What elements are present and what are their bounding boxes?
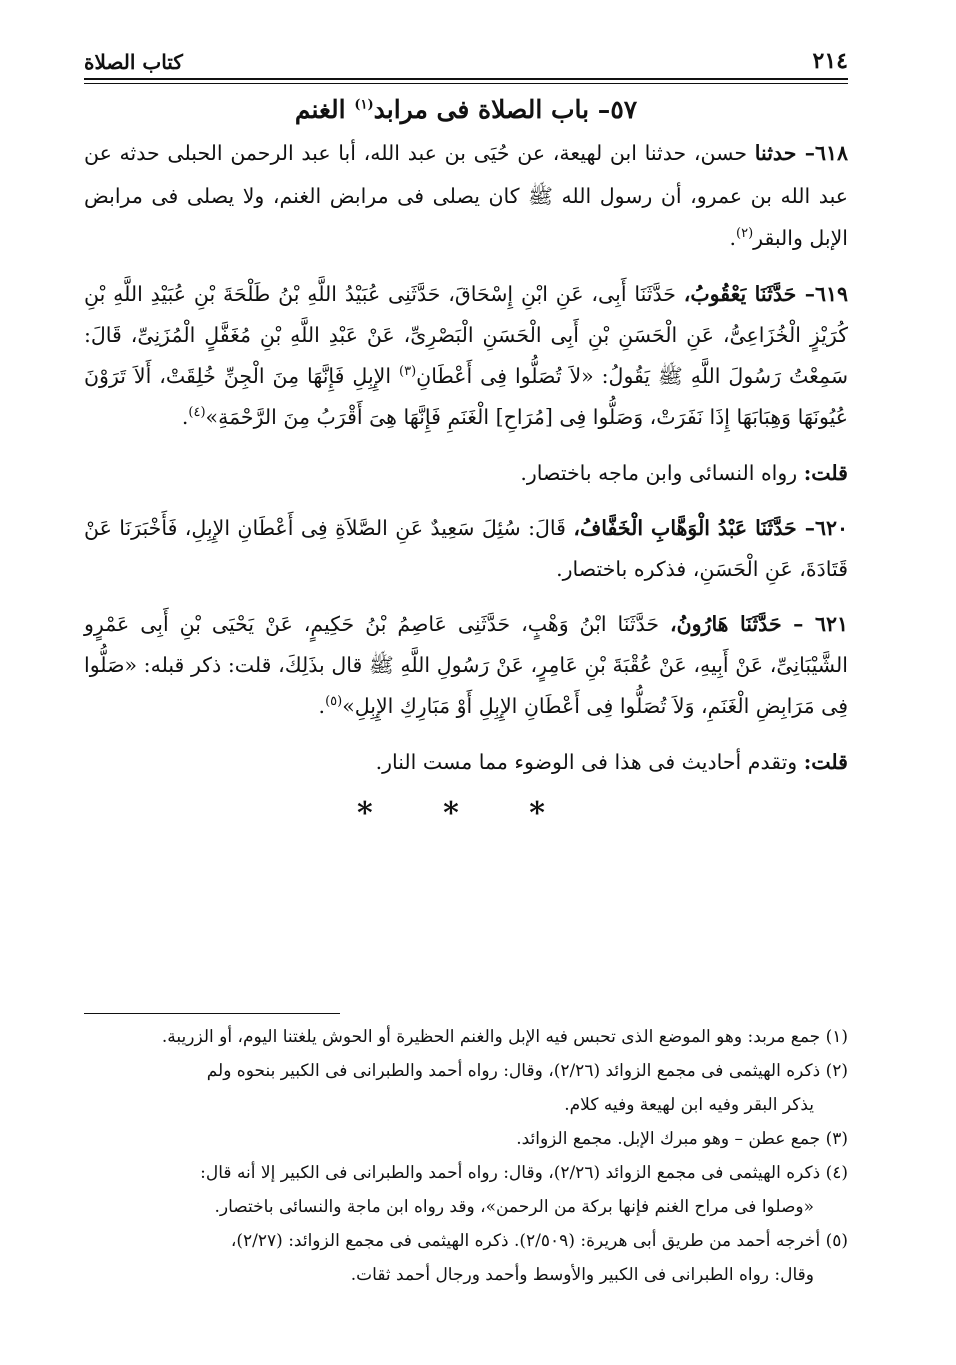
footnote-1: [84, 1020, 848, 1054]
page-number: ٢١٤: [812, 48, 848, 74]
book-title: كتاب الصلاة: [84, 50, 183, 74]
footnote-marker: (٣): [825, 1129, 848, 1149]
section-separator: * * *: [357, 795, 575, 831]
hadith-618: [84, 132, 848, 260]
footnote-marker: (١): [825, 1027, 848, 1047]
hadith-lead: حدثنا: [754, 141, 805, 165]
hadith-text-end: .: [318, 694, 326, 718]
footnotes: [84, 1020, 848, 1292]
footnote-text: أخرجه أحمد من طريق أبى هريرة: (٢/٥٠٩). ذكره الهيثمى فى مجمع الزوائد: (٢/٢٧)،: [230, 1231, 826, 1251]
hadith-text-continued: الإِبِلِ فَإِنَّهَا مِنَ الْجِنِّ خُلِقَتْ، أَلاَ تَرَوْنَ عُيُونَهَا وَهِبَابَهَا إِذَا نَفَرَتْ، وَصَلُّوا فِى [مُرَاحِ] الْغَنَمِ فَإِنَّهَا هِىَ أَقْرَبُ مِنَ الرَّحْمَةِ»: [84, 363, 848, 429]
header-rule: [84, 78, 848, 84]
qultu-label: قلت:: [803, 750, 848, 774]
hadith-text-end: .: [181, 404, 189, 429]
hadith-lead: حَدَّثَنَا هَارُونُ،: [669, 612, 794, 636]
running-head: [84, 40, 848, 74]
hadith-619: [84, 274, 848, 438]
hadith-text-end: .: [729, 226, 737, 250]
footnote-text: ذكره الهيثمى فى مجمع الزوائد (٢/٢٦)، وقال: رواه أحمد والطبرانى فى الكبير إلا أنه قال:: [200, 1163, 826, 1183]
footnote-3: [84, 1122, 848, 1156]
footnote-ref: (٥): [325, 694, 343, 710]
footnote-4-continued: «وصلوا فى مراح الغنم فإنها بركة من الرحمن»، وقد رواه ابن ماجة والنسائى باختصار.: [214, 1197, 814, 1217]
note-qultu-1: [84, 452, 848, 495]
footnote-rule: [84, 1013, 340, 1014]
chapter-title-text: ٥٧– باب الصلاة فى مرابد: [373, 95, 638, 124]
hadith-lead: حَدَّثَنَا عَبْدُ الْوَهَّابِ الْخَفَّافُ،: [573, 516, 805, 540]
footnote-4: [84, 1156, 848, 1190]
footnote-marker: (٢): [825, 1061, 848, 1081]
hadith-text: حَدَّثَنَا ابْنُ وَهْبٍ، حَدَّثَنِى عَاصِمُ بْنُ حَكِيمٍ، عَنْ يَحْيَى بْنِ أَبِى عَمْرٍو الشَّيْبَانِىِّ، عَنْ أَبِيهِ، عَنْ عُقْبَةَ بْنِ عَامِرٍ، عَنْ رَسُولِ اللَّهِ ﷺ قال بذَلِكَ، قلت: ذكر قبله: «صَلُّوا فِى مَرَابِضِ الْغَنَمِ، وَلاَ تُصَلُّوا فِى أَعْطَانِ الإِبِلِ أَوْ مَبَارِكِ الإِبِلِ»: [84, 612, 848, 718]
chapter-title-end: الغنم: [294, 95, 355, 124]
footnote-5: [84, 1224, 848, 1258]
footnote-ref: (٣): [399, 363, 417, 379]
footnote-2-continued: يذكر البقر وفيه ابن لهيعة وفيه كلام.: [564, 1095, 814, 1115]
hadith-620: [84, 508, 848, 590]
footnote-text: ذكره الهيثمى فى مجمع الزوائد (٢/٢٦)، وقال: رواه أحمد والطبرانى فى الكبير بنحوه ولم: [206, 1061, 826, 1081]
footnote-ref: (٤): [188, 404, 206, 420]
note-qultu-2: [84, 741, 848, 784]
hadith-number: ٦٢١ –: [793, 612, 849, 636]
hadith-number: ٦١٩–: [804, 281, 848, 306]
footnote-text: جمع مربد: وهو الموضع الذى تحبس فيه الإبل والغنم الحظيرة أو الحوش يلغتنا اليوم، أو الزريبة.: [161, 1027, 826, 1047]
footnote-text: جمع عطن – وهو مبرك الإبل. مجمع الزوائد.: [516, 1129, 826, 1149]
footnote-5-continued: وقال: رواه الطبرانى فى الكبير والأوسط وأحمد ورجال أحمد ثقات.: [350, 1265, 814, 1285]
footnote-ref: (١): [354, 97, 374, 113]
qultu-text: رواه النسائى وابن ماجه باختصار.: [520, 460, 804, 485]
hadith-number: ٦٢٠–: [804, 516, 848, 540]
hadith-text: حَدَّثَنَا أَبِى، عَنِ ابْنِ إِسْحَاقَ، حَدَّثَنِى عُبَيْدُ اللَّهِ بْنُ طَلْحَةَ بْنِ عُبَيْدِ اللَّهِ بْنِ كُرَيْزٍ الْخُزَاعِىُّ، عَنِ الْحَسَنِ بْنِ أَبِى الْحَسَنِ الْبَصْرِىِّ، عَنْ عَبْدِ اللَّهِ بْنِ مُغَفَّلٍ الْمُزَنِىِّ، قَالَ: سَمِعْتُ رَسُولَ اللَّهِ ﷺ يَقُولُ: «لاَ تُصَلُّوا فِى أَعْطَانِ: [84, 281, 848, 388]
footnote-marker: (٤): [825, 1163, 848, 1183]
footnote-2: [84, 1054, 848, 1088]
hadith-number: ٦١٨–: [804, 141, 848, 165]
hadith-lead: حَدَّثَنَا يَعْقُوبُ،: [683, 281, 805, 306]
chapter-title: [84, 90, 848, 130]
footnote-ref: (٢): [736, 226, 754, 242]
qultu-text: وتقدم أحاديث فى هذا فى الوضوء مما مست النار.: [375, 750, 804, 774]
hadith-621: [84, 604, 848, 727]
qultu-label: قلت:: [803, 460, 848, 485]
hadith-text: قَالَ: سُئِلَ سَعِيدٌ عَنِ الصَّلاَةِ فِى أَعْطَانِ الإِبِلِ، فَأَخْبَرَنَا عَنْ قَتَادَةَ، عَنِ الْحَسَنِ، فذكره باختصار.: [84, 516, 848, 581]
book-page: [84, 40, 848, 1330]
hadith-text: حسن، حدثنا ابن لهيعة، عن حُيَى بن عبد الله، أبا عبد الرحمن الحبلى حدثه عن عبد الله بن عمرو، أن رسول الله ﷺ كان يصلى فى مرابض الغنم، ولا يصلى فى مرابض الإبل والبقر: [84, 141, 848, 250]
footnote-marker: (٥): [825, 1231, 848, 1251]
